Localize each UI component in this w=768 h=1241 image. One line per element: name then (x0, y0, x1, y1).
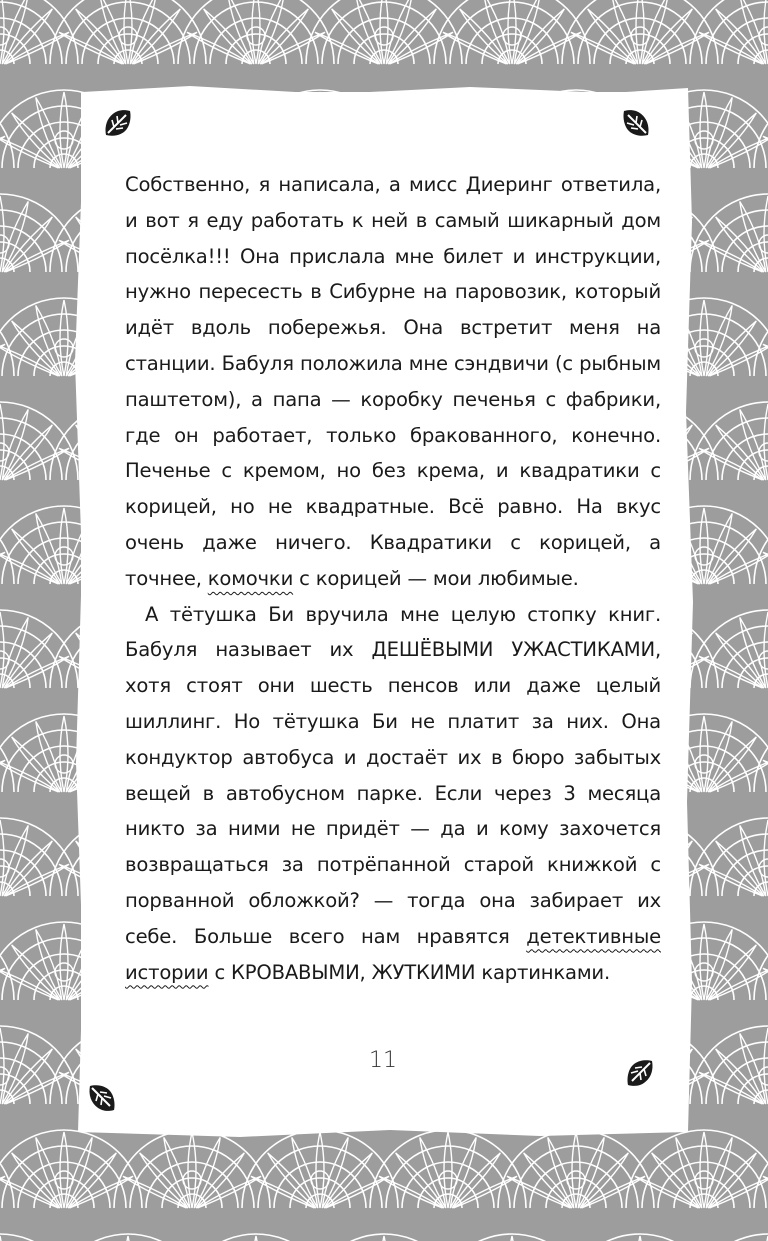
fan-motif (178, 1234, 334, 1241)
fan-motif (0, 506, 14, 584)
fan-motif (50, 0, 206, 64)
text-run: с корицей — мои любимые. (293, 566, 579, 590)
fan-motif (434, 0, 590, 64)
underlined-phrase: детективные истории (125, 924, 661, 984)
fan-motif (498, 1130, 654, 1208)
fan-motif (754, 506, 768, 584)
leaf-icon (84, 1080, 118, 1114)
fan-motif (370, 1130, 526, 1208)
text-run: Собственно, я написала, а мисс Диеринг ответила, и вот я еду работать к ней в самый шикарный дом посёлка!!! Она прислала мне билет и инструкции, нужно пересесть в Сибурне на паровозик, который идёт вдоль побережья. Она встретит меня на станции. Бабуля положила мне сэндвичи (с рыбным паштетом), а папа — коробку печенья с фабрики, где он работает, только бракованного, конечно. Печенье с кремом, но без крема, и квадратики с корицей, но не квадратные. Всё равно. На вкус очень даже ничего. Квадратики с корицей, а точнее, (125, 173, 661, 590)
fan-motif (242, 1130, 398, 1208)
text-run: А тётушка Би вручила мне целую стопку книг. Бабуля называет их ДЕШЁВЫМИ УЖАСТИКАМИ, хотя стоят они шесть пенсов или даже целый шиллинг. Но тётушка Би не платит за них. Она кондуктор автобуса и достаёт их в бюро забытых вещей в автобусном парке. Если через 3 месяца никто за ними не придёт — да и кому захочется возвращаться за потрёпанной старой книжкой с порванной обложкой? — тогда она забирает их себе. Больше всего нам нравятся (125, 602, 661, 948)
fan-motif (754, 298, 768, 376)
fan-motif (0, 1130, 14, 1208)
fan-motif (0, 922, 14, 1000)
fan-motif (754, 1130, 768, 1208)
fan-motif (0, 1234, 78, 1241)
underlined-word: комочки (207, 566, 294, 590)
page-text (125, 167, 661, 990)
fan-motif (754, 714, 768, 792)
fan-motif (562, 0, 718, 64)
book-page (84, 95, 682, 1125)
fan-motif (690, 1234, 768, 1241)
paragraph (125, 167, 661, 597)
fan-motif (0, 714, 14, 792)
fan-motif (562, 1234, 718, 1241)
fan-motif (178, 0, 334, 64)
paragraph (125, 597, 661, 991)
fan-motif (306, 0, 462, 64)
leaf-icon (620, 107, 654, 141)
fan-motif (114, 1130, 270, 1208)
page-number: 11 (369, 1048, 397, 1073)
fan-motif (754, 922, 768, 1000)
text-run: с КРОВАВЫМИ, ЖУТКИМИ картинками. (208, 960, 610, 984)
fan-motif (0, 1130, 142, 1208)
fan-motif (306, 1234, 462, 1241)
fan-motif (0, 90, 14, 168)
fan-motif (626, 1130, 768, 1208)
leaf-icon (100, 107, 134, 141)
fan-motif (754, 90, 768, 168)
fan-motif (50, 1234, 206, 1241)
fan-motif (0, 298, 14, 376)
fan-motif (434, 1234, 590, 1241)
